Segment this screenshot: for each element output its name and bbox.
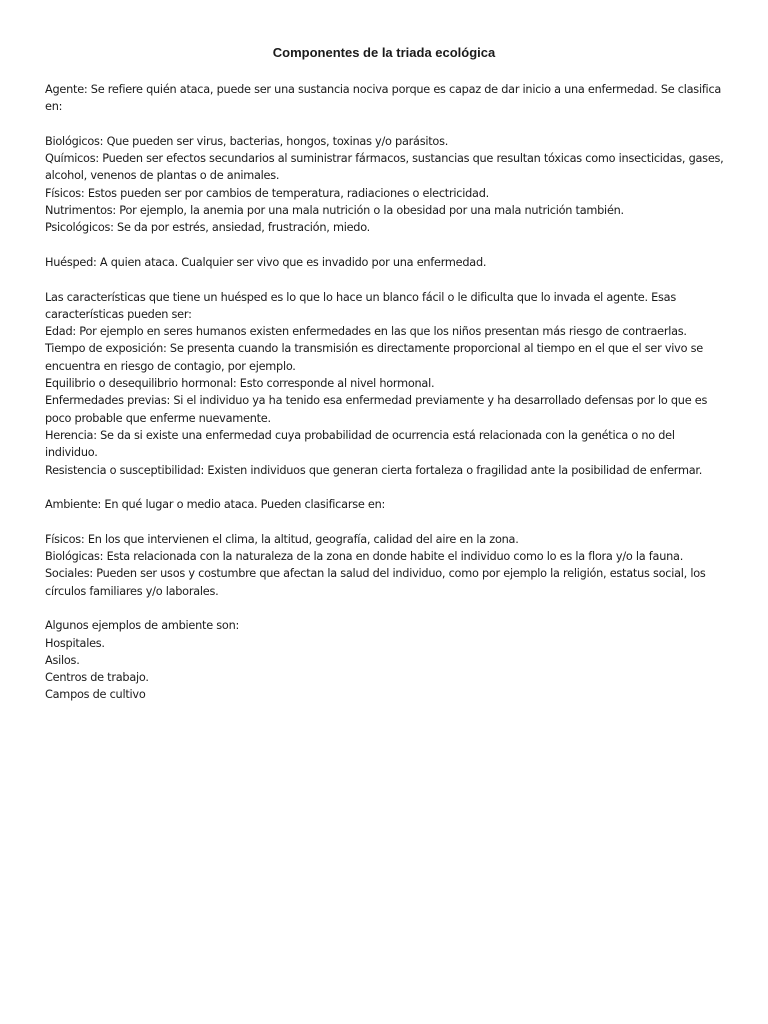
paragraph-tiempo-exposicion: Tiempo de exposición: Se presenta cuando la transmisión es directamente proporcional al tiempo en el que el ser vivo se encuentra en riesgo de contagio, por ejemplo. xyxy=(45,342,703,373)
paragraph-ambiente-fisicos: Físicos: En los que intervienen el clima, la altitud, geografía, calidad del aire en la zona. xyxy=(45,532,519,546)
paragraph-enfermedades-previas: Enfermedades previas: Si el individuo ya ha tenido esa enfermedad previamente y ha desarrollado defensas por lo que es poco probable que enferme nuevamente. xyxy=(45,394,708,425)
paragraph-herencia: Herencia: Se da si existe una enfermedad cuya probabilidad de ocurrencia está relacionada con la genética o no del individuo. xyxy=(45,428,675,460)
list-item-campos-cultivo: Campos de cultivo xyxy=(45,688,146,702)
paragraph-ambiente-biologicas: Biológicas: Esta relacionada con la naturaleza de la zona en donde habite el individuo como lo es la flora y/o la fauna. xyxy=(45,550,684,564)
paragraph-edad: Edad: Por ejemplo en seres humanos existen enfermedades en las que los niños presentan más riesgo de contraerlas. xyxy=(45,325,687,339)
paragraph-resistencia: Resistencia o susceptibilidad: Existen individuos que generan cierta fortaleza o fragilidad ante la posibilidad de enfermar. xyxy=(45,463,703,477)
paragraph-ambiente: Ambiente: En qué lugar o medio ataca. Pueden clasificarse en: xyxy=(45,498,386,512)
paragraph-ambiente-sociales: Sociales: Pueden ser usos y costumbre que afectan la salud del individuo, como por ejemplo la religión, estatus social, los círculos familiares y/o laborales. xyxy=(45,567,706,598)
paragraph-gap xyxy=(45,513,725,530)
paragraph-fisicos: Físicos: Estos pueden ser por cambios de temperatura, radiaciones o electricidad. xyxy=(45,186,489,200)
paragraph-gap xyxy=(45,237,725,254)
paragraph-biologicos: Biológicos: Que pueden ser virus, bacterias, hongos, toxinas y/o parásitos. xyxy=(45,134,449,148)
list-item-centros-trabajo: Centros de trabajo. xyxy=(45,671,149,685)
list-item-asilos: Asilos. xyxy=(45,653,80,667)
paragraph-ejemplos-intro: Algunos ejemplos de ambiente son: xyxy=(45,619,240,633)
paragraph-gap xyxy=(45,479,725,496)
paragraph-gap xyxy=(45,271,725,288)
paragraph-psicologicos: Psicológicos: Se da por estrés, ansiedad, frustración, miedo. xyxy=(45,221,371,235)
paragraph-equilibrio-hormonal: Equilibrio o desequilibrio hormonal: Esto corresponde al nivel hormonal. xyxy=(45,377,435,391)
paragraph-caracteristicas: Las características que tiene un huésped es lo que lo hace un blanco fácil o le dificulta que lo invada el agente. Esas características pueden ser: xyxy=(45,290,676,321)
paragraph-gap xyxy=(45,116,725,133)
list-item-hospitales: Hospitales. xyxy=(45,636,105,650)
paragraph-nutrimentos: Nutrimentos: Por ejemplo, la anemia por una mala nutrición o la obesidad por una mala nutrición también. xyxy=(45,204,624,218)
paragraph-quimicos: Químicos: Pueden ser efectos secundarios al suministrar fármacos, sustancias que resultan tóxicas como insecticidas, gases, alcohol, venenos de plantas o de animales. xyxy=(45,152,724,183)
document-body xyxy=(45,81,725,704)
paragraph-huesped: Huésped: A quien ataca. Cualquier ser vivo que es invadido por una enfermedad. xyxy=(45,255,487,269)
paragraph-gap xyxy=(45,600,725,617)
paragraph-agente: Agente: Se refiere quién ataca, puede ser una sustancia nociva porque es capaz de dar inicio a una enfermedad. Se clasifica en: xyxy=(45,83,722,114)
document-title: Componentes de la triada ecológica xyxy=(272,45,496,60)
